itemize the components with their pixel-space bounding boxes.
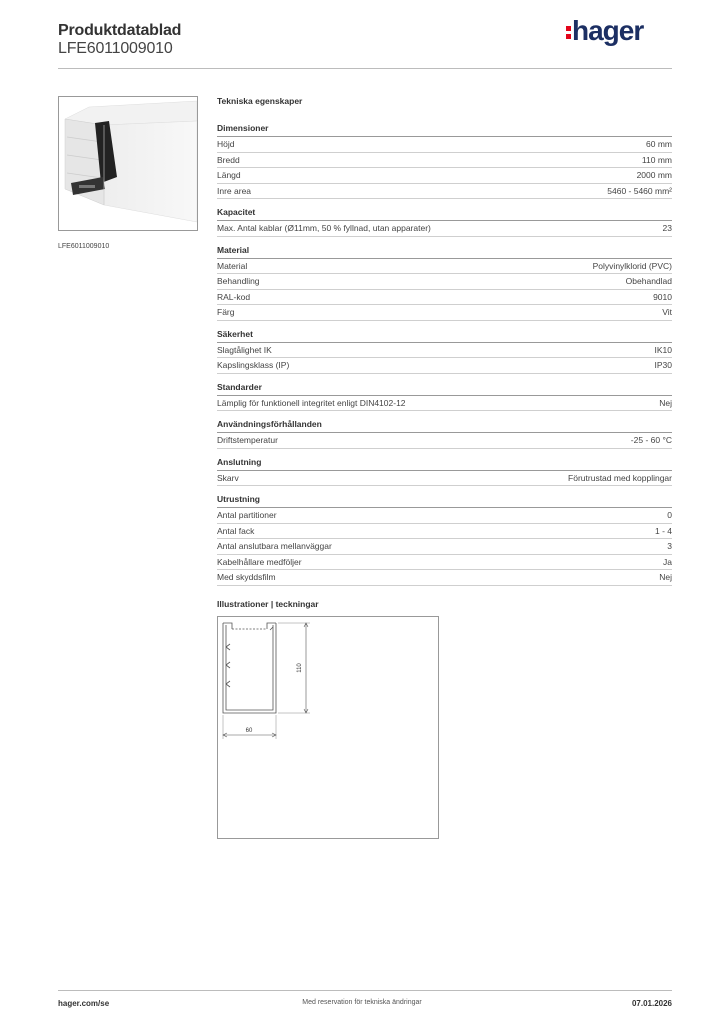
spec-value: Polyvinylklorid (PVC) xyxy=(592,260,672,271)
spec-label: RAL-kod xyxy=(217,291,251,302)
footer-divider xyxy=(58,990,672,991)
spec-row xyxy=(217,358,672,374)
footer-disclaimer: Med reservation för tekniska ändringar xyxy=(302,999,422,1006)
spec-label: Lämplig för funktionell integritet enligt DIN4102-12 xyxy=(217,397,406,408)
spec-value: 110 mm xyxy=(641,154,672,165)
spec-value: Ja xyxy=(663,556,672,567)
spec-group xyxy=(217,382,672,412)
spec-label: Antal fack xyxy=(217,525,255,536)
spec-row xyxy=(217,570,672,586)
spec-label: Driftstemperatur xyxy=(217,435,278,445)
cable-trunking-icon xyxy=(59,97,197,230)
spec-row xyxy=(217,221,672,237)
cross-section-drawing-icon xyxy=(218,617,438,838)
spec-group xyxy=(217,329,672,374)
spec-row xyxy=(217,539,672,555)
spec-label: Inre area xyxy=(217,185,252,196)
spec-row xyxy=(217,524,672,540)
spec-label: Max. Antal kablar (Ø11mm, 50 % fyllnad, utan apparater) xyxy=(217,223,431,233)
spec-value: 5460 - 5460 mm² xyxy=(607,185,672,196)
technical-specifications xyxy=(217,96,672,594)
spec-group-title: Dimensioner xyxy=(217,123,672,137)
spec-value: IP30 xyxy=(654,360,672,370)
spec-row xyxy=(217,290,672,306)
spec-value: 9010 xyxy=(653,291,672,302)
technical-drawing xyxy=(217,616,439,839)
spec-label: Kapslingsklass (IP) xyxy=(217,360,290,370)
photo-caption: LFE6011009010 xyxy=(58,243,110,250)
spec-row xyxy=(217,396,672,412)
spec-group-title: Material xyxy=(217,245,672,259)
spec-group xyxy=(217,419,672,449)
spec-row xyxy=(217,343,672,359)
spec-label: Längd xyxy=(217,170,241,180)
spec-row xyxy=(217,305,672,321)
logo-dots-icon xyxy=(566,23,571,42)
hager-logo xyxy=(566,15,643,47)
product-photo xyxy=(58,96,198,231)
spec-row xyxy=(217,433,672,449)
spec-label: Skarv xyxy=(217,472,239,483)
spec-value: 23 xyxy=(662,223,672,233)
spec-label: Med skyddsfilm xyxy=(217,572,276,582)
spec-value: Nej xyxy=(659,572,672,582)
spec-value: 0 xyxy=(667,510,672,520)
spec-group-title: Säkerhet xyxy=(217,329,672,343)
spec-row xyxy=(217,168,672,184)
footer-website: hager.com/se xyxy=(58,999,110,1008)
spec-label: Färg xyxy=(217,307,235,317)
spec-group-title: Standarder xyxy=(217,382,672,396)
product-code: LFE6011009010 xyxy=(58,40,173,57)
spec-groups xyxy=(217,123,672,586)
spec-value: Nej xyxy=(659,397,672,408)
spec-value: 3 xyxy=(667,541,672,551)
spec-value: IK10 xyxy=(654,344,672,355)
logo-text: hager xyxy=(572,15,644,46)
header-divider xyxy=(58,68,672,69)
spec-value: 1 - 4 xyxy=(654,525,672,536)
spec-group-title: Utrustning xyxy=(217,494,672,508)
spec-group-title: Användningsförhållanden xyxy=(217,419,672,433)
spec-value: Obehandlad xyxy=(625,276,672,286)
spec-label: Slagtålighet IK xyxy=(217,344,272,355)
spec-value: 2000 mm xyxy=(636,170,672,180)
spec-row xyxy=(217,184,672,200)
spec-value: -25 - 60 °C xyxy=(630,435,672,445)
spec-group xyxy=(217,245,672,321)
spec-value: 60 mm xyxy=(646,139,672,149)
footer-date: 07.01.2026 xyxy=(631,999,672,1008)
spec-group xyxy=(217,207,672,237)
spec-row xyxy=(217,137,672,153)
spec-label: Antal anslutbara mellanväggar xyxy=(217,541,332,551)
height-dimension-label: 110 xyxy=(297,663,303,673)
spec-row xyxy=(217,259,672,275)
spec-value: Vit xyxy=(662,307,672,317)
spec-label: Bredd xyxy=(217,154,240,165)
illustrations-title: Illustrationer | teckningar xyxy=(217,599,319,609)
spec-group xyxy=(217,457,672,487)
specs-title: Tekniska egenskaper xyxy=(217,96,303,106)
spec-row xyxy=(217,508,672,524)
spec-group-title: Kapacitet xyxy=(217,207,672,221)
spec-row xyxy=(217,555,672,571)
spec-label: Material xyxy=(217,260,248,271)
spec-row xyxy=(217,471,672,487)
spec-row xyxy=(217,274,672,290)
spec-row xyxy=(217,153,672,169)
spec-group xyxy=(217,123,672,199)
spec-label: Höjd xyxy=(217,139,235,149)
page-title: Produktdatablad xyxy=(58,22,182,39)
spec-group-title: Anslutning xyxy=(217,457,672,471)
spec-label: Behandling xyxy=(217,276,260,286)
spec-value: Förutrustad med kopplingar xyxy=(568,472,672,483)
spec-label: Kabelhållare medföljer xyxy=(217,556,302,567)
width-dimension-label: 60 xyxy=(245,728,253,734)
spec-label: Antal partitioner xyxy=(217,510,277,520)
spec-group xyxy=(217,494,672,586)
